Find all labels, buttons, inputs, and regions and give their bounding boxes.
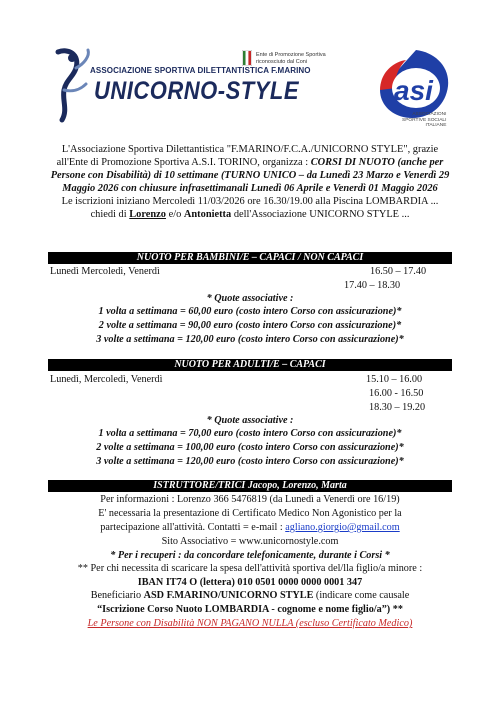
- beneficiario-label: Beneficiario: [90, 590, 144, 601]
- beneficiario-note: (indicare come causale: [313, 590, 410, 601]
- info-causale: “Iscrizione Corso Nuoto LOMBARDIA - cognome e nome figlio/a”) **: [97, 604, 403, 615]
- info-scarico: ** Per chi necessita di scaricare la spesa dell'attività sportiva del/lla figlio/a minore :: [77, 563, 423, 574]
- intro-text-1: L'Associazione Sportiva Dilettantistica "F.MARINO/F.C.A./UNICORNO STYLE", grazie all'Ente di Promozione Sportiva A.S.I. TORINO, organizza :: [56, 144, 439, 168]
- info-phone: Per informazioni : Lorenzo 366 5476819 (da Lunedì a Venerdì ore 16/19): [100, 494, 400, 505]
- intro-text-2: Le iscrizioni iniziano Mercoledì 11/03/2026 ore 16.30/19.00 alla Piscina LOMBARDIA ... chiedi di: [61, 196, 439, 220]
- section-bar-bambini: NUOTO PER BAMBINI/E – CAPACI / NON CAPACI: [48, 252, 452, 264]
- adulti-quote-1: 1 volta a settimana = 70,00 euro (costo intero Corso con assicurazione)*: [98, 428, 402, 439]
- info-disabili: Le Persone con Disabilità NON PAGANO NULLA (escluso Certificato Medico): [87, 618, 413, 629]
- adulti-quote-2: 2 volte a settimana = 100,00 euro (costo intero Corso con assicurazione)*: [96, 442, 404, 453]
- adulti-quote-title: * Quote associative :: [206, 415, 294, 426]
- adulti-time-3: 18.30 – 19.20: [369, 402, 426, 413]
- asi-caption-line3: ITALIANE: [425, 123, 447, 128]
- info-certificate-1: E' necessaria la presentazione di Certificato Medico Non Agonistico per la: [98, 508, 402, 519]
- asi-caption-line1: ASSOCIAZIONI: [412, 112, 447, 117]
- info-iban: IBAN IT74 O (lettera) 010 0501 0000 0000 0001 347: [137, 577, 363, 588]
- intro-text-4: dell'Associazione UNICORNO STYLE ...: [231, 209, 410, 220]
- bambini-days: Lunedì Mercoledì, Venerdì: [50, 266, 160, 277]
- bambini-time-2: 17.40 – 18.30: [344, 280, 401, 291]
- email-link[interactable]: agliano.giorgio@gmail.com: [285, 522, 400, 533]
- asi-caption-line2: SPORTIVE SOCIALI: [402, 117, 447, 123]
- intro-paragraph: [50, 143, 450, 221]
- intro-course-dates: CORSI DI NUOTO (anche per Persone con Disabilità) di 10 settimane (TURNO UNICO – da Lunedì 23 Marzo e Venerdì 29 Maggio 2026 con chiusure infrasettimanali Lunedì 06 Aprile e Venerdì 01 Maggio 2026: [50, 157, 450, 194]
- info-contacts: [40, 521, 460, 534]
- info-contacts-label: partecipazione all'attività. Contatti = e-mail :: [100, 522, 286, 533]
- info-beneficiario: [40, 589, 460, 602]
- logo-association-name: ASSOCIAZIONE SPORTIVA DILETTANTISTICA F.MARINO: [90, 66, 311, 75]
- coni-caption-line2: riconosciuto dal Coni: [256, 58, 308, 65]
- bambini-quote-3: 3 volte a settimana = 120,00 euro (costo intero Corso con assicurazione)*: [96, 334, 404, 345]
- beneficiario-name: ASD F.MARINO/UNICORNO STYLE: [143, 590, 314, 601]
- bambini-quote-title: * Quote associative :: [206, 293, 294, 304]
- section-bar-istruttori: ISTRUTTORE/TRICI Jacopo, Lorenzo, Marta: [48, 480, 452, 492]
- asi-caption: [402, 112, 446, 129]
- coni-emblem-icon: [242, 50, 252, 66]
- bambini-time-1: 16.50 – 17.40: [370, 266, 427, 277]
- info-website: Sito Associativo = www.unicornostyle.com: [161, 536, 339, 547]
- intro-text-3: e/o: [165, 209, 184, 220]
- section-bar-adulti: NUOTO PER ADULTI/E – CAPACI: [48, 359, 452, 371]
- adulti-days: Lunedì, Mercoledì, Venerdì: [50, 374, 163, 385]
- adulti-time-2: 16.00 - 16.50: [369, 388, 424, 399]
- logo-brand-name: UNICORNO-STYLE: [94, 76, 299, 105]
- bambini-quote-2: 2 volte a settimana = 90,00 euro (costo intero Corso con assicurazione)*: [98, 320, 402, 331]
- asi-logo: [372, 48, 452, 132]
- adulti-quote-3: 3 volte a settimana = 120,00 euro (costo intero Corso con assicurazione)*: [96, 456, 404, 467]
- contact-name-lorenzo: Lorenzo: [129, 209, 166, 220]
- unicorn-swimmer-icon: [50, 46, 92, 126]
- info-recuperi: * Per i recuperi : da concordare telefonicamente, durante i Corsi *: [110, 550, 390, 561]
- coni-caption: [256, 52, 326, 65]
- adulti-time-1: 15.10 – 16.00: [366, 374, 423, 385]
- contact-name-antonietta: Antonietta: [183, 209, 232, 220]
- coni-caption-line1: Ente di Promozione Sportiva: [256, 52, 326, 58]
- asi-logo-text: asi: [394, 75, 433, 106]
- bambini-quote-1: 1 volta a settimana = 60,00 euro (costo intero Corso con assicurazione)*: [98, 306, 402, 317]
- coni-badge: [242, 50, 342, 70]
